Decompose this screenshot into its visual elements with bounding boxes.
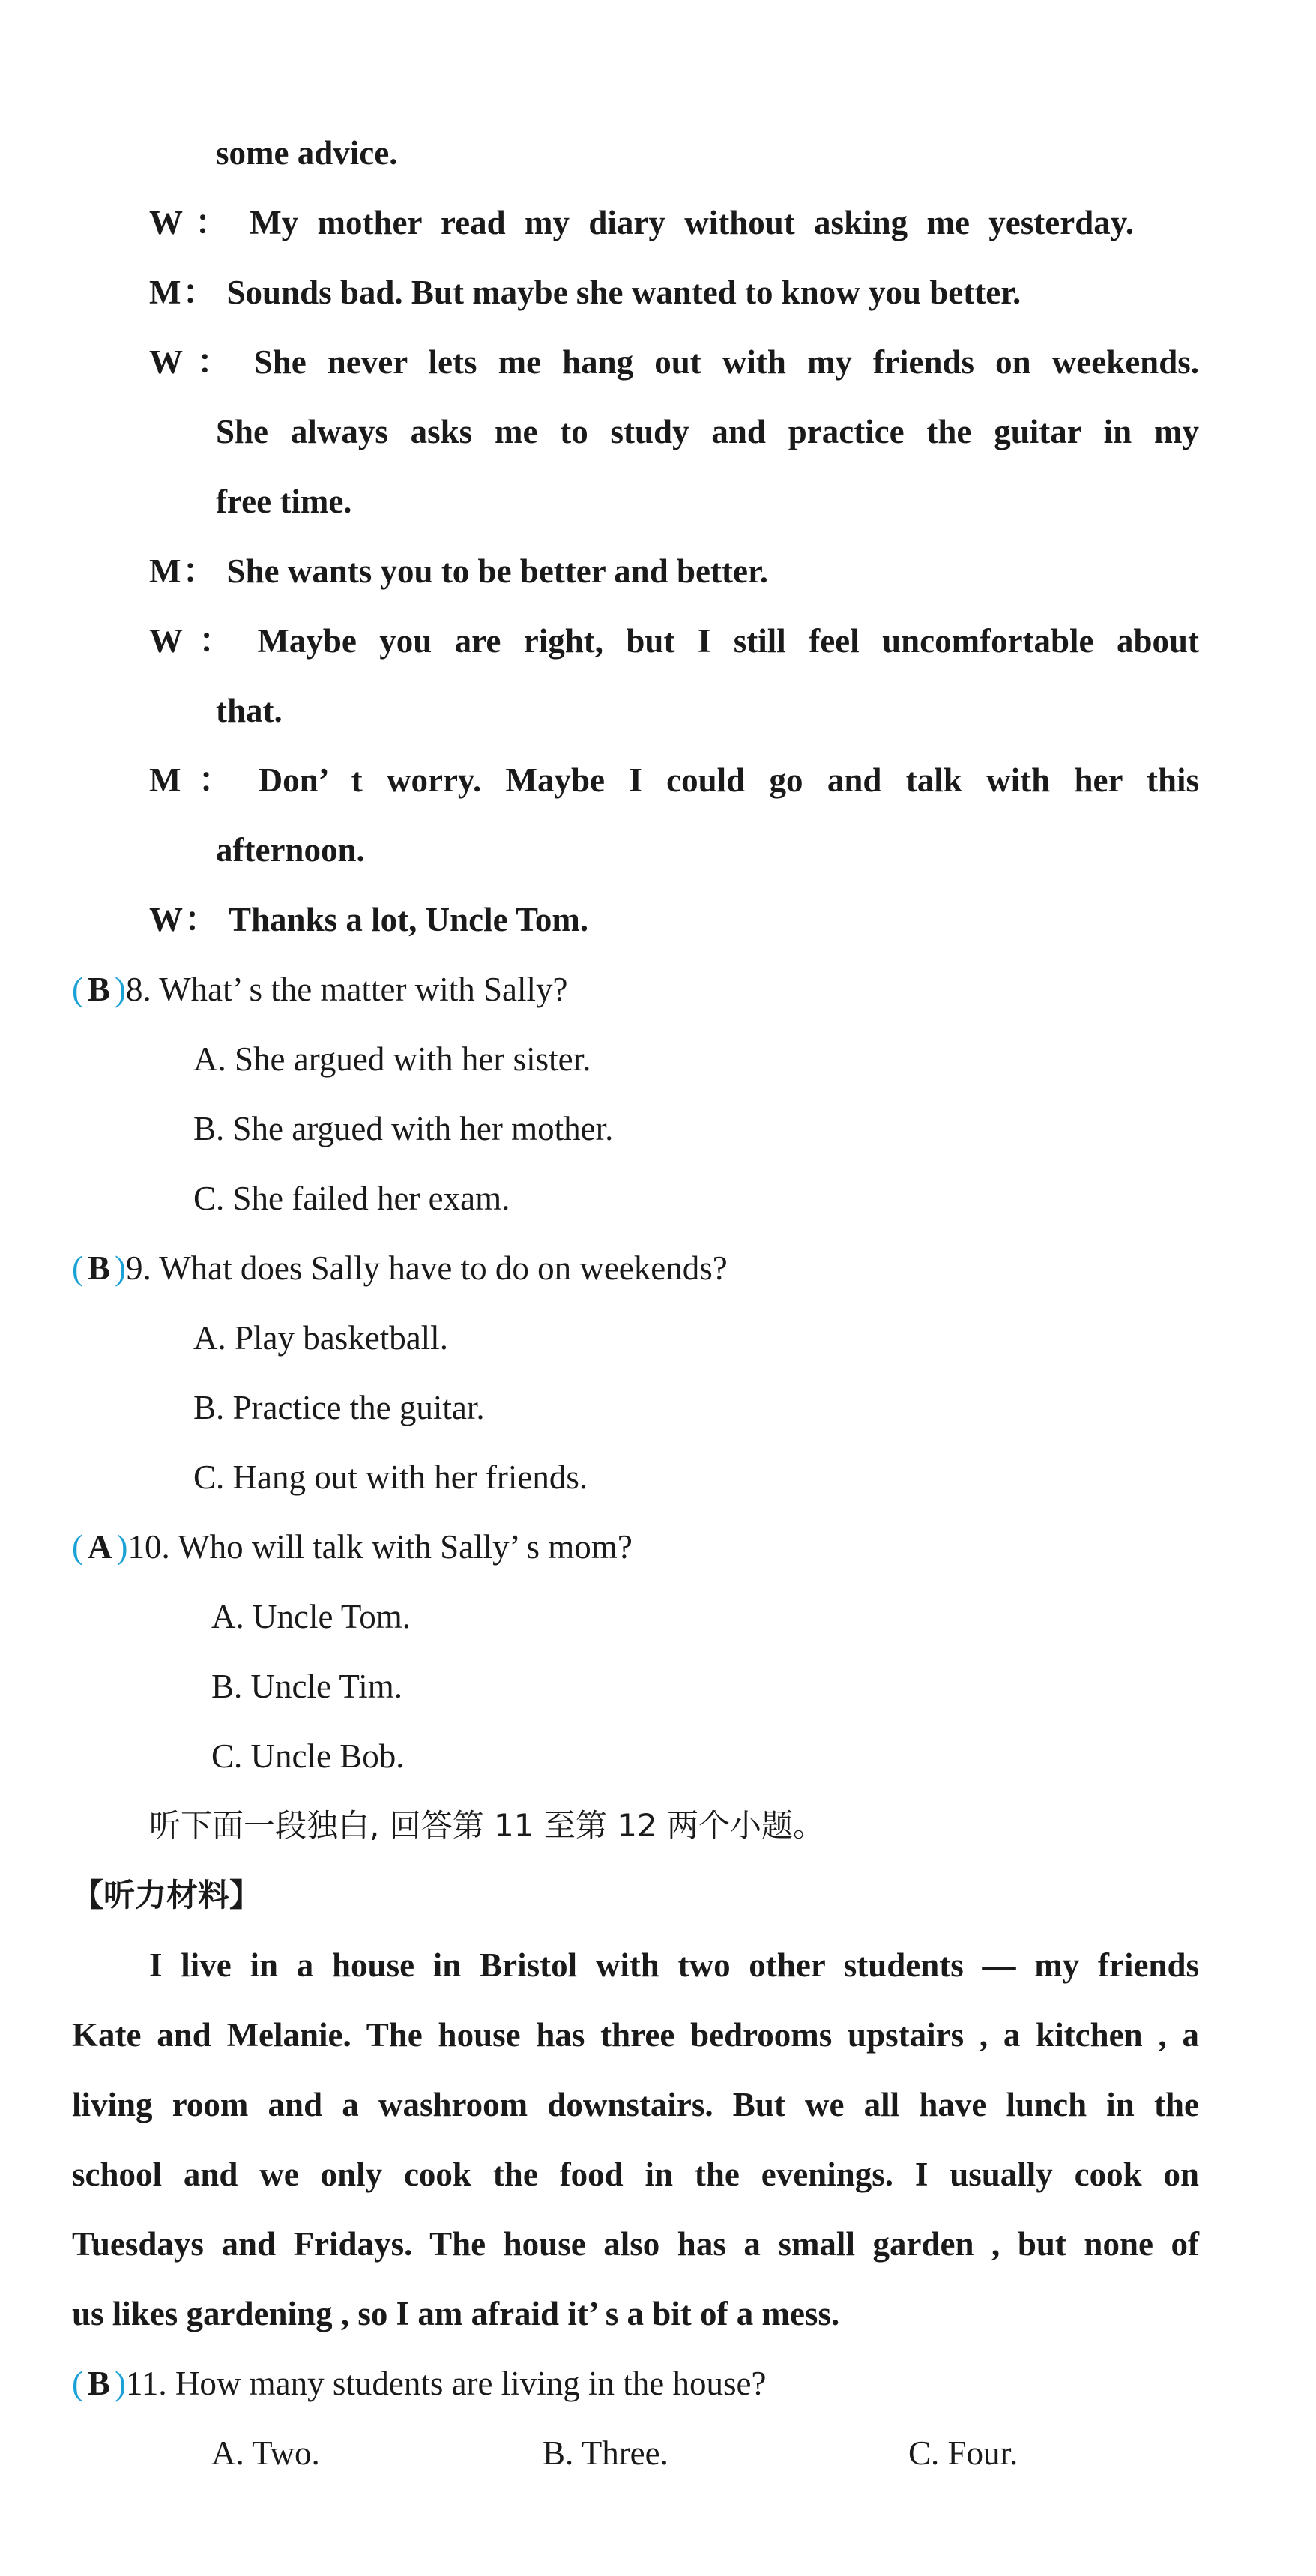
passage-line: I live in a house in Bristol with two other students — my friends — [149, 1946, 1199, 1984]
option-9a: A. Play basketball. — [193, 1319, 448, 1357]
passage-line: Kate and Melanie. The house has three bedrooms upstairs , a kitchen , a — [72, 2016, 1199, 2054]
option-10c: C. Uncle Bob. — [211, 1737, 405, 1775]
answer-11: B — [88, 2365, 111, 2402]
dialogue-line: that. — [216, 692, 283, 729]
question-11: ( B )11. How many students are living in the house? — [72, 2365, 767, 2402]
dialogue-line: W： Thanks a lot, Uncle Tom. — [149, 901, 589, 938]
dialogue-line: M： She wants you to be better and better. — [149, 552, 769, 590]
question-9: ( B )9. What does Sally have to do on weekends? — [72, 1249, 728, 1287]
instruction: 听下面一段独白, 回答第 11 至第 12 两个小题。 — [149, 1807, 824, 1844]
option-10b: B. Uncle Tim. — [211, 1668, 403, 1705]
option-11c: C. Four. — [908, 2434, 1018, 2472]
answer-10: A — [88, 1528, 112, 1566]
dialogue-line: M： Sounds bad. But maybe she wanted to know you better. — [149, 274, 1021, 311]
dialogue-line: some advice. — [216, 134, 398, 172]
answer-9: B — [88, 1249, 111, 1287]
question-10: ( A )10. Who will talk with Sally’ s mom? — [72, 1528, 633, 1566]
option-11b: B. Three. — [543, 2434, 668, 2472]
passage-line: Tuesdays and Fridays. The house also has a small garden , but none of — [72, 2225, 1199, 2263]
dialogue-line: afternoon. — [216, 831, 365, 869]
passage-line: school and we only cook the food in the evenings. I usually cook on — [72, 2156, 1199, 2193]
section-header: 【听力材料】 — [72, 1877, 262, 1913]
option-8b: B. She argued with her mother. — [193, 1110, 614, 1147]
option-9c: C. Hang out with her friends. — [193, 1459, 588, 1496]
option-11a: A. Two. — [211, 2434, 320, 2472]
option-8a: A. She argued with her sister. — [193, 1040, 591, 1078]
option-9b: B. Practice the guitar. — [193, 1389, 485, 1426]
dialogue-line: She always asks me to study and practice the guitar in my — [216, 413, 1199, 450]
option-10a: A. Uncle Tom. — [211, 1598, 411, 1635]
dialogue-line: W： Maybe you are right, but I still feel uncomfortable about — [149, 622, 1199, 660]
dialogue-line: W： My mother read my diary without asking me yesterday. — [149, 204, 1134, 241]
option-8c: C. She failed her exam. — [193, 1180, 510, 1217]
passage-line: living room and a washroom downstairs. But we all have lunch in the — [72, 2086, 1199, 2123]
dialogue-line: free time. — [216, 483, 352, 520]
question-8: ( B )8. What’ s the matter with Sally? — [72, 971, 568, 1008]
passage-line: us likes gardening , so I am afraid it’ s a bit of a mess. — [72, 2295, 840, 2332]
answer-8: B — [88, 971, 111, 1008]
dialogue-line: W： She never lets me hang out with my friends on weekends. — [149, 343, 1199, 381]
dialogue-line: M： Don’ t worry. Maybe I could go and talk with her this — [149, 761, 1199, 799]
